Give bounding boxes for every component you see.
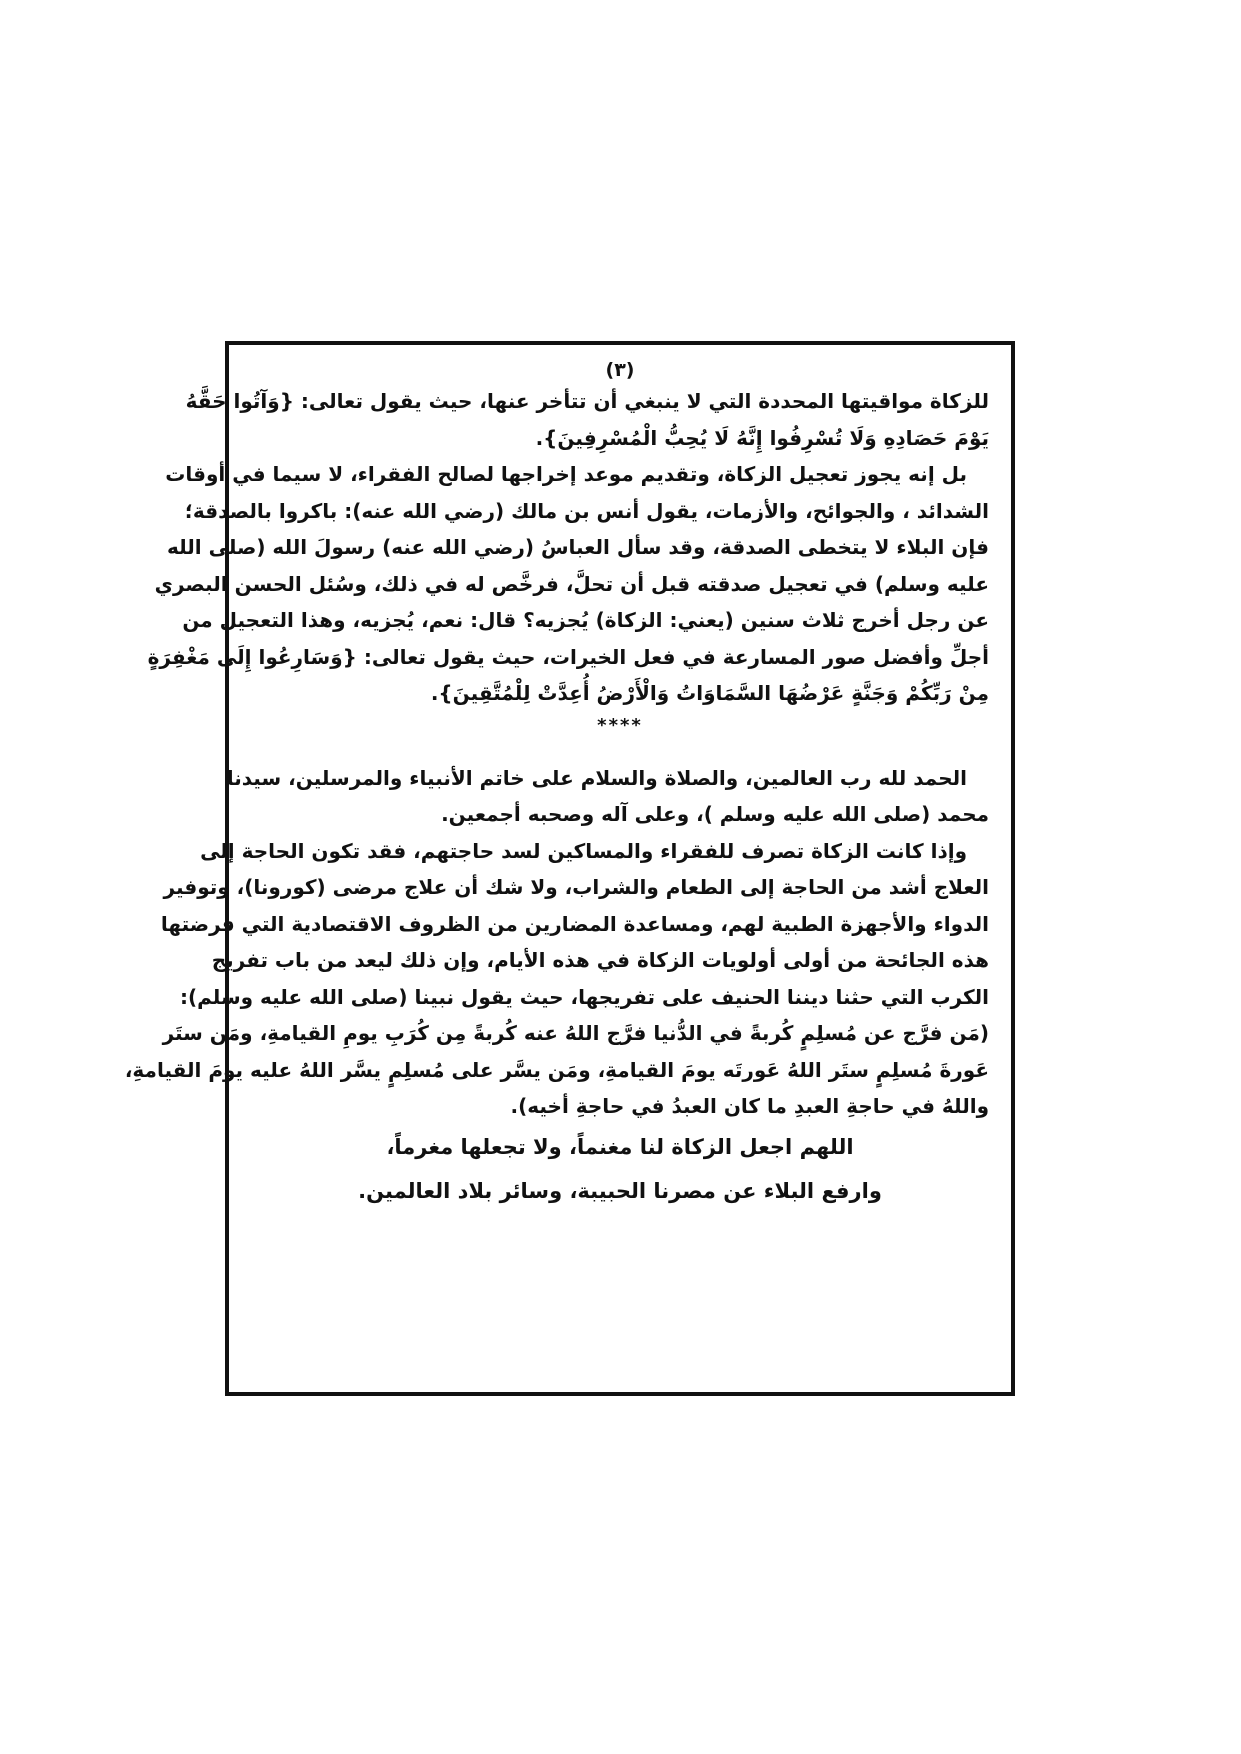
text-line: عَورةَ مُسلِمٍ ستَر اللهُ عَورتَه يومَ القيامةِ، ومَن يسَّر على مُسلِمٍ يسَّر اللهُ عليه يومَ القيامةِ، [124, 1057, 989, 1082]
spacer [251, 740, 989, 760]
text-line: واللهُ في حاجةِ العبدِ ما كان العبدُ في حاجةِ أخيه). [510, 1094, 989, 1118]
text-line: عليه وسلم) في تعجيل صدقته قبل أن تحلَّ، فرخَّص له في ذلك، وسُئل الحسن البصري [154, 571, 989, 596]
text-line: مِنْ رَبِّكُمْ وَجَنَّةٍ عَرْضُهَا السَّمَاوَاتُ وَالْأَرْضُ أُعِدَّتْ لِلْمُتَّقِينَ}. [430, 681, 989, 705]
text-line: فإن البلاء لا يتخطى الصدقة، وقد سأل العباسُ (رضي الله عنه) رسولَ الله (صلى الله [166, 535, 989, 559]
page-frame [124, 341, 1015, 1396]
text-line: عن رجل أخرج ثلاث سنين (يعني: الزكاة) يُجزيه؟ قال: نعم، يُجزيه، وهذا التعجيل من [182, 608, 989, 632]
text-line: للزكاة مواقيتها المحددة التي لا ينبغي أن تتأخر عنها، حيث يقول تعالى: {وَآتُوا حَقَّهُ [185, 389, 989, 413]
text-line: بل إنه يجوز تعجيل الزكاة، وتقديم موعد إخراجها لصالح الفقراء، لا سيما في أوقات [165, 462, 967, 486]
text-line: الدواء والأجهزة الطبية لهم، ومساعدة المضارين من الظروف الاقتصادية التي فرضتها [160, 911, 989, 936]
closing-prayer-line-2: وارفع البلاء عن مصرنا الحبيبة، وسائر بلاد العالمين. [358, 1178, 882, 1203]
text-line: محمد (صلى الله عليه وسلم )، وعلى آله وصحبه أجمعين. [441, 802, 989, 826]
text-line: يَوْمَ حَصَادِهِ وَلَا تُسْرِفُوا إِنَّهُ لَا يُحِبُّ الْمُسْرِفِينَ}. [535, 425, 989, 450]
text-line: أجلِّ وأفضل صور المسارعة في فعل الخيرات، حيث يقول تعالى: {وَسَارِعُوا إِلَى مَغْفِرَةٍ [147, 644, 989, 669]
page-content [124, 355, 989, 1213]
text-line: الحمد لله رب العالمين، والصلاة والسلام على خاتم الأنبياء والمرسلين، سيدنا [226, 765, 967, 790]
text-line: وإذا كانت الزكاة تصرف للفقراء والمساكين لسد حاجتهم، فقد تكون الحاجة إلى [200, 838, 967, 863]
text-line: الشدائد ، والجوائح، والأزمات، يقول أنس بن مالك (رضي الله عنه): باكروا بالصدقة؛ [184, 498, 989, 523]
text-line: هذه الجائحة من أولى أولويات الزكاة في هذه الأيام، وإن ذلك ليعد من باب تفريج [211, 948, 989, 972]
page-number: (٣) [605, 359, 635, 381]
closing-prayer-line-1: اللهم اجعل الزكاة لنا مغنماً، ولا تجعلها مغرماً، [386, 1134, 854, 1159]
text-line: (مَن فرَّج عن مُسلِمٍ كُربةً في الدُّنيا فرَّج اللهُ عنه كُربةً مِن كُرَبِ يومِ القيامةِ، ومَن ستَر [162, 1021, 989, 1045]
text-line: الكرب التي حثنا ديننا الحنيف على تفريجها، حيث يقول نبينا (صلى الله عليه وسلم): [179, 984, 989, 1009]
section-divider: **** [597, 714, 643, 736]
text-line: العلاج أشد من الحاجة إلى الطعام والشراب، ولا شك أن علاج مرضى (كورونا)، وتوفير [163, 875, 989, 899]
